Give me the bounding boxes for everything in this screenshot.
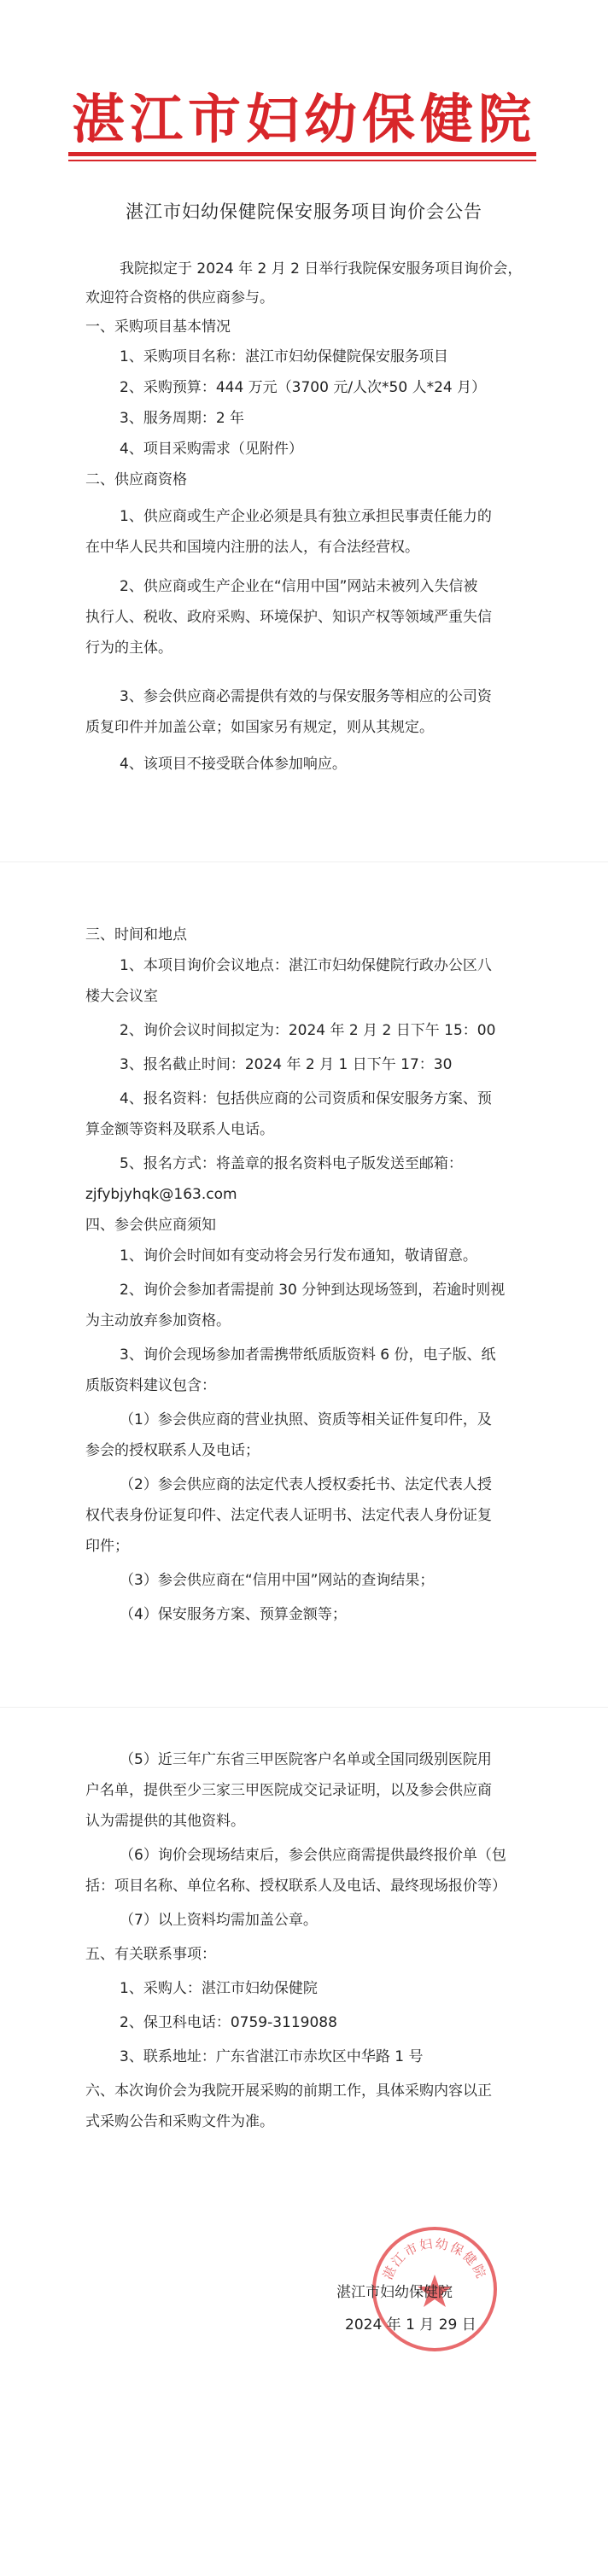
paragraph-line: （2）参会供应商的法定代表人授权委托书、法定代表人授: [120, 1476, 492, 1493]
letterhead-rule-thin: [68, 160, 536, 161]
paragraph-line: 为主动放弃参加资格。: [85, 1312, 231, 1329]
paragraph-line: 行为的主体。: [85, 640, 172, 657]
section-heading: 四、参会供应商须知: [85, 1217, 216, 1234]
svg-text:湛江市妇幼保健院: 湛江市妇幼保健院: [379, 2235, 490, 2282]
paragraph-line: 4、报名资料：包括供应商的公司资质和保安服务方案、预: [120, 1090, 492, 1107]
document-title: 湛江市妇幼保健院保安服务项目询价会公告: [126, 202, 482, 222]
list-item: 2、保卫科电话：0759-3119088: [120, 2014, 337, 2031]
letterhead-title: 湛江市妇幼保健院: [71, 88, 536, 150]
paragraph-line: 执行人、税收、政府采购、环境保护、知识产权等领域严重失信: [85, 609, 492, 626]
paragraph-line: 式采购公告和采购文件为准。: [85, 2113, 274, 2130]
page-3: [0, 1708, 608, 2576]
paragraph-line: （4）保安服务方案、预算金额等；: [120, 1606, 347, 1623]
email-address: zjfybjyhqk@163.com: [85, 1186, 237, 1203]
page-2: [0, 862, 608, 1708]
paragraph-line: 楼大会议室: [85, 988, 158, 1005]
paragraph-line: 3、报名截止时间：2024 年 2 月 1 日下午 17：30: [120, 1056, 453, 1073]
paragraph-line: （7）以上资料均需加盖公章。: [120, 1912, 318, 1929]
paragraph-line: 4、该项目不接受联合体参加响应。: [120, 756, 347, 773]
paragraph-line: 在中华人民共和国境内注册的法人，有合法经营权。: [85, 539, 419, 556]
section-heading: 二、供应商资格: [85, 471, 187, 488]
section-heading: 一、采购项目基本情况: [85, 318, 231, 336]
list-item: 4、项目采购需求（见附件）: [120, 441, 303, 458]
section-heading: 三、时间和地点: [85, 926, 187, 943]
paragraph-line: 算金额等资料及联系人电话。: [85, 1121, 274, 1138]
paragraph-line: 质版资料建议包含：: [85, 1377, 216, 1394]
intro-line: 欢迎符合资格的供应商参与。: [85, 289, 274, 307]
paragraph-line: 1、询价会时间如有变动将会另行发布通知，敬请留意。: [120, 1247, 477, 1265]
paragraph-line: 2、询价会参加者需提前 30 分钟到达现场签到，若逾时则视: [120, 1282, 506, 1299]
paragraph-line: 权代表身份证复印件、法定代表人证明书、法定代表人身份证复: [85, 1507, 492, 1524]
paragraph-line: 参会的授权联系人及电话；: [85, 1442, 260, 1459]
paragraph-line: 5、报名方式：将盖章的报名资料电子版发送至邮箱：: [120, 1155, 463, 1172]
paragraph-line: （5）近三年广东省三甲医院客户名单或全国同级别医院用: [120, 1751, 492, 1768]
paragraph-line: 认为需提供的其他资料。: [85, 1813, 245, 1830]
paragraph-line: （6）询价会现场结束后，参会供应商需提供最终报价单（包: [120, 1847, 506, 1864]
list-item: 1、采购人：湛江市妇幼保健院: [120, 1980, 318, 1997]
list-item: 1、采购项目名称：湛江市妇幼保健院保安服务项目: [120, 348, 448, 365]
paragraph-line: 括：项目名称、单位名称、授权联系人及电话、最终现场报价等）: [85, 1878, 506, 1895]
section-heading: 五、有关联系事项：: [85, 1946, 216, 1963]
paragraph-line: 2、询价会议时间拟定为：2024 年 2 月 2 日下午 15：00: [120, 1022, 496, 1039]
paragraph-line: 1、供应商或生产企业必须是具有独立承担民事责任能力的: [120, 508, 492, 525]
letterhead-rule-thick: [68, 152, 536, 156]
signature-date: 2024 年 1 月 29 日: [345, 2316, 476, 2334]
paragraph-line: 1、本项目询价会议地点：湛江市妇幼保健院行政办公区八: [120, 957, 492, 974]
paragraph-line: 印件；: [85, 1538, 129, 1555]
paragraph-line: 3、询价会现场参加者需携带纸质版资料 6 份，电子版、纸: [120, 1346, 496, 1364]
paragraph-line: 户名单，提供至少三家三甲医院成交记录证明，以及参会供应商: [85, 1782, 492, 1799]
page-1: [0, 0, 608, 862]
paragraph-line: （3）参会供应商在“信用中国”网站的查询结果；: [120, 1572, 435, 1589]
intro-line: 我院拟定于 2024 年 2 月 2 日举行我院保安服务项目询价会，: [120, 260, 523, 277]
section-heading: 六、本次询价会为我院开展采购的前期工作，具体采购内容以正: [85, 2082, 492, 2100]
paragraph-line: （1）参会供应商的营业执照、资质等相关证件复印件，及: [120, 1411, 492, 1428]
signature-organization: 湛江市妇幼保健院: [336, 2284, 453, 2301]
paragraph-line: 3、参会供应商必需提供有效的与保安服务等相应的公司资: [120, 688, 492, 705]
list-item: 3、联系地址：广东省湛江市赤坎区中华路 1 号: [120, 2048, 424, 2065]
list-item: 2、采购预算：444 万元（3700 元/人次*50 人*24 月）: [120, 379, 487, 396]
paragraph-line: 质复印件并加盖公章；如国家另有规定，则从其规定。: [85, 719, 434, 736]
list-item: 3、服务周期：2 年: [120, 410, 245, 427]
paragraph-line: 2、供应商或生产企业在“信用中国”网站未被列入失信被: [120, 578, 478, 595]
